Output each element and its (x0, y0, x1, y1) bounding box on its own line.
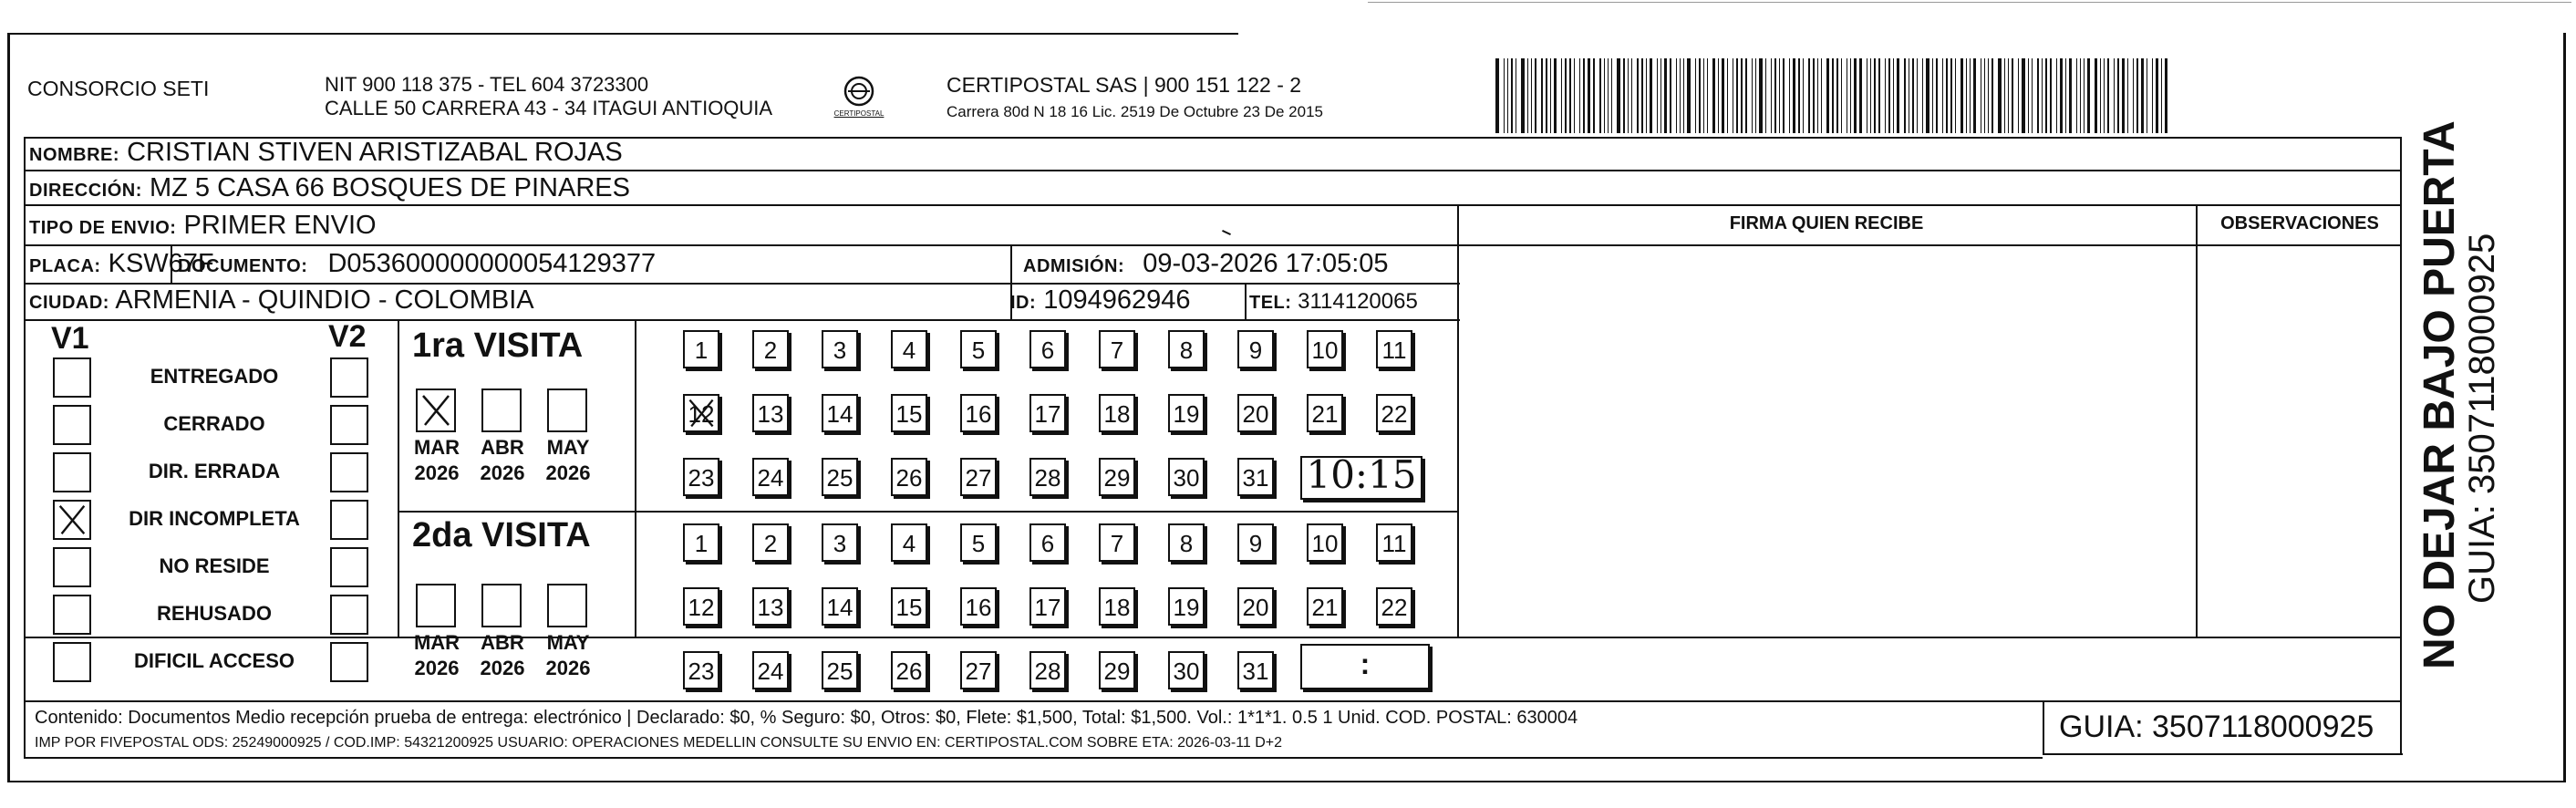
barcode-bar (1832, 58, 1834, 133)
barcode-bar (1946, 58, 1948, 133)
month-label: MAY (546, 631, 590, 654)
v2-checkbox[interactable] (330, 452, 368, 492)
day-box[interactable]: 28 (1029, 651, 1066, 689)
barcode-bar (2004, 58, 2005, 133)
v1-checkbox[interactable] (53, 547, 91, 587)
visit2-time-box (1300, 644, 1430, 689)
barcode-bar (2045, 58, 2047, 133)
v2-checkbox[interactable] (330, 357, 368, 398)
day-box[interactable]: 18 (1099, 587, 1135, 626)
barcode-bar (1752, 58, 1753, 133)
barcode-bar (1850, 58, 1851, 133)
day-box[interactable]: 30 (1168, 458, 1205, 496)
day-box[interactable]: 22 (1376, 394, 1412, 432)
visit2-title: 2da VISITA (412, 516, 591, 554)
barcode-bar (1813, 58, 1815, 133)
license-line: Carrera 80d N 18 16 Lic. 2519 De Octubre 23 De 2015 (947, 103, 1323, 120)
ciudad-row (29, 285, 534, 318)
month-checkbox-mar[interactable] (416, 584, 456, 627)
status-label: ENTREGADO (150, 365, 279, 388)
barcode-bar (1893, 58, 1894, 133)
barcode-bar (1495, 58, 1499, 133)
admision-row (1023, 248, 1389, 282)
footer-imp: IMP POR FIVEPOSTAL ODS: 25249000925 / COD.IMP: 54321200925 USUARIO: OPERACIONES MEDELLIN CONSULTE SU ENVIO EN: CERTIPOSTAL.COM SOBRE ETA: 2026-03-11 D+2 (35, 735, 1283, 751)
placa-label: PLACA: (29, 256, 101, 276)
barcode-bar (1870, 58, 1871, 133)
barcode-bar (1583, 58, 1585, 133)
barcode-bar (1554, 58, 1557, 133)
barcode-bar (1660, 58, 1661, 133)
footer-guia: GUIA: 3507118000925 (2059, 710, 2374, 744)
top-edge-faint (1368, 2, 2571, 3)
barcode-bar (1569, 58, 1571, 133)
status-label: CERRADO (163, 412, 265, 435)
day-box[interactable]: 25 (822, 651, 858, 689)
barcode-bar (1859, 58, 1862, 133)
logo-text: CERTIPOSTAL (833, 109, 885, 118)
barcode-bar (1998, 58, 2002, 133)
day-box[interactable]: 9 (1237, 330, 1274, 368)
barcode-bar (2122, 58, 2125, 133)
v2-header: V2 (328, 319, 367, 354)
barcode-bar (2032, 58, 2033, 133)
day-box[interactable]: 23 (683, 651, 719, 689)
barcode-bar (1579, 58, 1580, 133)
barcode-bar (1765, 58, 1766, 133)
barcode-bar (1712, 58, 1715, 133)
day-box[interactable]: 30 (1168, 651, 1205, 689)
barcode-bar (1970, 58, 1971, 133)
day-box[interactable]: 8 (1168, 330, 1205, 368)
barcode-bar (1783, 58, 1785, 133)
barcode-bar (2114, 58, 2115, 133)
barcode-bar (1960, 58, 1963, 133)
month-year: 2026 (414, 461, 460, 484)
nit-line: NIT 900 118 375 - TEL 604 3723300 (325, 73, 649, 96)
month-year: 2026 (545, 657, 591, 679)
barcode-bar (1699, 58, 1701, 133)
barcode-bar (2152, 58, 2153, 133)
barcode-bar (1808, 58, 1810, 133)
month-checkbox-may[interactable] (547, 584, 587, 627)
barcode-bar (1950, 58, 1952, 133)
v2-checkbox[interactable] (330, 405, 368, 445)
barcode-bar (1942, 58, 1943, 133)
barcode-bar (2042, 58, 2043, 133)
month-checkbox-abr[interactable] (481, 388, 522, 432)
barcode-bar (1641, 58, 1643, 133)
day-box[interactable]: 5 (960, 330, 997, 368)
day-box[interactable]: 9 (1237, 523, 1274, 562)
day-box[interactable]: 17 (1029, 394, 1066, 432)
v1-checkbox[interactable] (53, 642, 91, 682)
day-box[interactable]: 22 (1376, 587, 1412, 626)
month-checkbox-may[interactable] (547, 388, 587, 432)
month-year: 2026 (545, 461, 591, 484)
visit1-time: 10:15 (1306, 452, 1417, 497)
barcode-bar (1854, 58, 1857, 133)
month-label: ABR (481, 436, 524, 459)
barcode-bar (1657, 58, 1658, 133)
day-box[interactable]: 26 (891, 651, 927, 689)
barcode-bar (2100, 58, 2101, 133)
documento-value: D053600000000054129377 (327, 249, 657, 278)
barcode-bar (2104, 58, 2105, 133)
barcode-bar (1695, 58, 1696, 133)
v2-checkbox[interactable] (330, 642, 368, 682)
barcode-bar (1637, 58, 1639, 133)
tipo-label: TIPO DE ENVIO: (29, 218, 177, 238)
day-box[interactable]: 14 (822, 587, 858, 626)
barcode-bar (1617, 58, 1620, 133)
footer-contenido: Contenido: Documentos Medio recepción prueba de entrega: electrónico | Declarado: $0, % Seguro: $0, Otros: $0, Flete: $1,500, Total: $1,500. Vol.: 1*1*1. 0.5 1 Unid. COD. POSTAL: 630004 (35, 708, 1578, 728)
barcode-bar (1599, 58, 1601, 133)
barcode-bar (1687, 58, 1691, 133)
barcode-bar (1611, 58, 1612, 133)
barcode-bar (1604, 58, 1605, 133)
barcode-bar (1736, 58, 1738, 133)
ciudad-label: CIUDAD: (29, 293, 109, 313)
barcode-bar (1527, 58, 1528, 133)
day-box[interactable]: 10 (1307, 523, 1343, 562)
company-name: CONSORCIO SETI (27, 77, 210, 100)
barcode-bar (1771, 58, 1772, 133)
barcode-bar (1798, 58, 1800, 133)
barcode-bar (1922, 58, 1923, 133)
day-box[interactable]: 16 (960, 587, 997, 626)
barcode-bar (1628, 58, 1629, 133)
barcode-bar (1707, 58, 1708, 133)
barcode-bar (1759, 58, 1763, 133)
day-box[interactable]: 10 (1307, 330, 1343, 368)
day-box[interactable]: 11 (1376, 330, 1412, 368)
barcode-bar (1779, 58, 1780, 133)
day-box[interactable]: 21 (1307, 394, 1343, 432)
month-label: MAR (413, 436, 460, 459)
barcode-bar (2028, 58, 2029, 133)
v1-checkbox[interactable] (53, 405, 91, 445)
barcode-bar (2069, 58, 2072, 133)
v2-checkbox[interactable] (330, 500, 368, 540)
barcode-bar (1521, 58, 1525, 133)
barcode-bar (2056, 58, 2057, 133)
side-warning: NO DEJAR BAJO PUERTA (2416, 120, 2464, 669)
day-box[interactable]: 26 (891, 458, 927, 496)
barcode-bar (1507, 58, 1508, 133)
day-box[interactable]: 7 (1099, 330, 1135, 368)
barcode-bar (1789, 58, 1790, 133)
top-edge (7, 33, 1238, 35)
side-guia: GUIA: 3507118000925 (2462, 233, 2502, 604)
barcode-bar (1722, 58, 1724, 133)
month-label: MAY (546, 436, 590, 459)
month-label: ABR (481, 631, 524, 654)
barcode-bar (2060, 58, 2063, 133)
barcode-bar (1991, 58, 1993, 133)
day-box[interactable]: 31 (1237, 458, 1274, 496)
barcode-bar (1745, 58, 1747, 133)
day-box[interactable]: 29 (1099, 458, 1135, 496)
barcode-bar (1550, 58, 1551, 133)
day-box[interactable]: 20 (1237, 587, 1274, 626)
barcode (1495, 58, 2421, 133)
barcode-bar (1504, 58, 1505, 133)
barcode-bar (2156, 58, 2158, 133)
barcode-bar (1646, 58, 1647, 133)
barcode-bar (1774, 58, 1776, 133)
documento-row (178, 248, 656, 282)
barcode-bar (1741, 58, 1743, 133)
barcode-bar (1888, 58, 1890, 133)
barcode-bar (1793, 58, 1795, 133)
observaciones-header: OBSERVACIONES (2220, 213, 2379, 233)
day-box[interactable]: 7 (1099, 523, 1135, 562)
v1-checkbox[interactable] (53, 595, 91, 635)
v1-checkbox[interactable] (53, 500, 91, 540)
barcode-bar (1561, 58, 1562, 133)
day-box[interactable]: 27 (960, 651, 997, 689)
day-box[interactable]: 8 (1168, 523, 1205, 562)
barcode-bar (2161, 58, 2162, 133)
placa-value: KSW67F (108, 249, 214, 278)
day-box[interactable]: 12 (683, 587, 719, 626)
month-checkbox-mar[interactable] (416, 388, 456, 432)
barcode-bar (2136, 58, 2138, 133)
barcode-bar (1574, 58, 1575, 133)
direccion-row (29, 172, 630, 206)
status-label: DIFICIL ACCESO (133, 649, 295, 672)
day-box[interactable]: 2 (752, 523, 789, 562)
barcode-bar (2165, 58, 2167, 133)
day-box[interactable]: 4 (891, 523, 927, 562)
barcode-bar (1936, 58, 1938, 133)
barcode-bar (1874, 58, 1876, 133)
barcode-bar (1755, 58, 1756, 133)
status-label: DIR INCOMPLETA (129, 507, 300, 530)
barcode-bar (1973, 58, 1976, 133)
barcode-bar (1680, 58, 1681, 133)
id-row (1010, 285, 1191, 318)
barcode-bar (1897, 58, 1899, 133)
day-box[interactable]: 29 (1099, 651, 1135, 689)
day-box[interactable]: 18 (1099, 394, 1135, 432)
visit1-title: 1ra VISITA (412, 326, 584, 365)
barcode-bar (1546, 58, 1547, 133)
barcode-bar (2022, 58, 2025, 133)
month-year: 2026 (414, 657, 460, 679)
documento-label: DOCUMENTO: (178, 256, 308, 276)
nombre-value: CRISTIAN STIVEN ARISTIZABAL ROJAS (127, 138, 623, 167)
day-box[interactable]: 19 (1168, 587, 1205, 626)
barcode-bar (2076, 58, 2077, 133)
day-box[interactable]: 2 (752, 330, 789, 368)
day-box[interactable]: 20 (1237, 394, 1274, 432)
tipo-row (29, 210, 377, 243)
admision-label: ADMISIÓN: (1023, 256, 1125, 276)
firma-header: FIRMA QUIEN RECIBE (1729, 213, 1924, 233)
barcode-bar (1803, 58, 1804, 133)
day-box[interactable]: 24 (752, 458, 789, 496)
nombre-row (29, 137, 623, 171)
day-box[interactable]: 25 (822, 458, 858, 496)
barcode-bar (1650, 58, 1652, 133)
day-box[interactable]: 1 (683, 523, 719, 562)
day-box[interactable]: 31 (1237, 651, 1274, 689)
day-box[interactable]: 27 (960, 458, 997, 496)
day-box[interactable]: 11 (1376, 523, 1412, 562)
barcode-bar (1878, 58, 1880, 133)
barcode-bar (1541, 58, 1543, 133)
barcode-bar (1912, 58, 1914, 133)
barcode-bar (2080, 58, 2081, 133)
tel-label: TEL: (1249, 293, 1292, 313)
barcode-bar (1718, 58, 1719, 133)
barcode-bar (2050, 58, 2052, 133)
tel-value: 3114120065 (1298, 289, 1418, 314)
day-box[interactable]: 3 (822, 523, 858, 562)
day-box[interactable]: 13 (752, 587, 789, 626)
barcode-bar (1676, 58, 1677, 133)
barcode-bar (1703, 58, 1704, 133)
barcode-bar (1932, 58, 1933, 133)
barcode-bar (1817, 58, 1818, 133)
status-label: REHUSADO (157, 602, 272, 625)
day-box[interactable]: 15 (891, 394, 927, 432)
barcode-bar (2087, 58, 2090, 133)
barcode-bar (1608, 58, 1609, 133)
id-label: ID: (1010, 293, 1037, 313)
barcode-bar (1511, 58, 1513, 133)
v1-checkbox[interactable] (53, 452, 91, 492)
month-label: MAR (413, 631, 460, 654)
barcode-bar (2127, 58, 2128, 133)
day-box[interactable]: 19 (1168, 394, 1205, 432)
nombre-label: NOMBRE: (29, 145, 120, 165)
barcode-bar (1988, 58, 1989, 133)
barcode-bar (2065, 58, 2066, 133)
day-box[interactable]: 3 (822, 330, 858, 368)
day-box[interactable]: 21 (1307, 587, 1343, 626)
certipostal-logo (832, 73, 886, 124)
month-checkbox-abr[interactable] (481, 584, 522, 627)
day-box[interactable]: 13 (752, 394, 789, 432)
address-line: CALLE 50 CARRERA 43 - 34 ITAGUI ANTIOQUIA (325, 97, 773, 119)
barcode-bar (1821, 58, 1822, 133)
direccion-label: DIRECCIÓN: (29, 181, 142, 201)
barcode-bar (1885, 58, 1886, 133)
barcode-bar (1631, 58, 1632, 133)
day-box[interactable]: 24 (752, 651, 789, 689)
barcode-bar (1836, 58, 1838, 133)
barcode-bar (1904, 58, 1906, 133)
day-box[interactable]: 23 (683, 458, 719, 496)
admision-value: 09-03-2026 17:05:05 (1143, 249, 1389, 278)
barcode-bar (2037, 58, 2039, 133)
barcode-bar (1623, 58, 1625, 133)
barcode-bar (2084, 58, 2085, 133)
month-year: 2026 (480, 657, 525, 679)
visit1-time-box (1300, 452, 1422, 500)
barcode-bar (2133, 58, 2134, 133)
barcode-bar (2117, 58, 2119, 133)
day-box[interactable]: 4 (891, 330, 927, 368)
tipo-value: PRIMER ENVIO (183, 211, 377, 240)
status-label: DIR. ERRADA (148, 460, 281, 482)
v2-checkbox[interactable] (330, 547, 368, 587)
barcode-bar (2018, 58, 2019, 133)
barcode-bar (1664, 58, 1667, 133)
barcode-bar (2012, 58, 2013, 133)
tel-row (1249, 286, 1418, 318)
day-box[interactable]: 17 (1029, 587, 1066, 626)
status-label: NO RESIDE (159, 554, 270, 577)
barcode-bar (2141, 58, 2144, 133)
barcode-bar (1826, 58, 1829, 133)
barcode-bar (1593, 58, 1595, 133)
barcode-bar (2008, 58, 2009, 133)
day-box[interactable]: 15 (891, 587, 927, 626)
day-check-mark (685, 396, 718, 430)
day-box[interactable]: 28 (1029, 458, 1066, 496)
visit2-time: : (1360, 647, 1371, 680)
barcode-bar (1727, 58, 1728, 133)
barcode-bar (1917, 58, 1918, 133)
day-box[interactable]: 5 (960, 523, 997, 562)
v1-checkbox[interactable] (53, 357, 91, 398)
direccion-value: MZ 5 CASA 66 BOSQUES DE PINARES (149, 173, 630, 202)
v2-checkbox[interactable] (330, 595, 368, 635)
id-value: 1094962946 (1043, 285, 1191, 315)
barcode-bar (1926, 58, 1929, 133)
barcode-bar (1841, 58, 1842, 133)
day-box[interactable]: 14 (822, 394, 858, 432)
month-year: 2026 (480, 461, 525, 484)
v1-header: V1 (51, 321, 89, 356)
ciudad-value: ARMENIA - QUINDIO - COLOMBIA (115, 285, 534, 315)
barcode-bar (1670, 58, 1671, 133)
day-box[interactable]: 16 (960, 394, 997, 432)
barcode-bar (1588, 58, 1590, 133)
barcode-bar (1955, 58, 1956, 133)
day-box[interactable]: 1 (683, 330, 719, 368)
barcode-bar (2095, 58, 2097, 133)
barcode-bar (1966, 58, 1967, 133)
certipostal-line: CERTIPOSTAL SAS | 900 151 122 - 2 (947, 73, 1302, 97)
barcode-bar (2107, 58, 2109, 133)
barcode-bar (1531, 58, 1532, 133)
barcode-bar (1683, 58, 1684, 133)
barcode-bar (1565, 58, 1567, 133)
day-box[interactable]: 6 (1029, 523, 1066, 562)
day-box[interactable]: 12 (683, 394, 719, 432)
barcode-bar (1984, 58, 1985, 133)
day-box[interactable]: 6 (1029, 330, 1066, 368)
barcode-bar (1535, 58, 1536, 133)
